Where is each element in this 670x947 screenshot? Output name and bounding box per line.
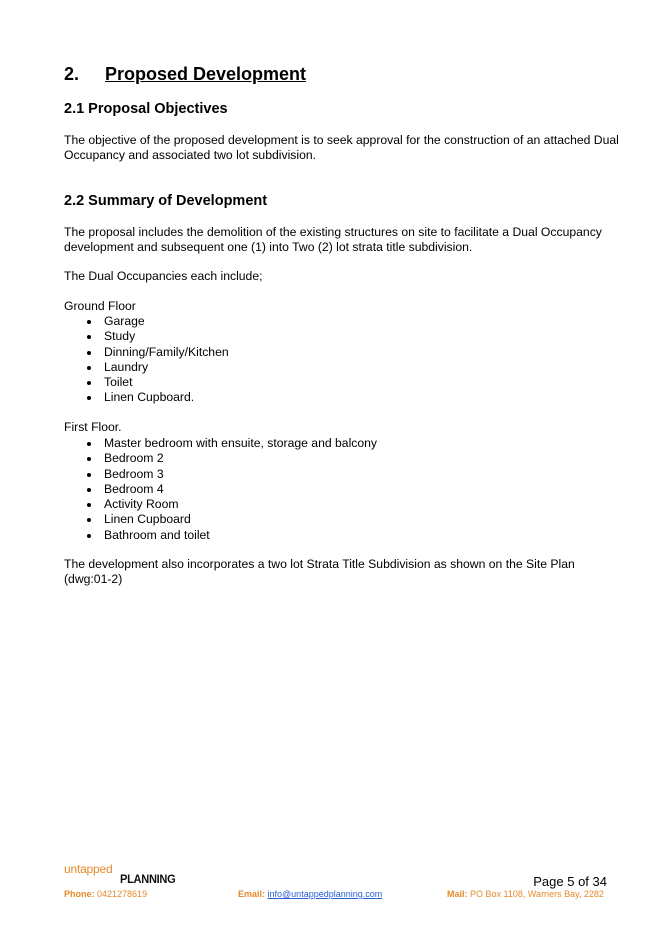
list-item: Bathroom and toilet	[0, 528, 377, 543]
section-number: 2.	[64, 64, 80, 84]
list-item: Toilet	[0, 375, 229, 390]
footer-phone	[64, 889, 147, 899]
objectives-text: The objective of the proposed development is to seek approval for the construction of an attached Dual Occupancy and associated two lot subdivision.	[64, 133, 619, 163]
email-link[interactable]: info@untappedplanning.com	[267, 889, 383, 899]
phone-label: Phone:	[64, 889, 95, 899]
footer-mail	[447, 889, 604, 899]
summary-intro: The proposal includes the demolition of the existing structures on site to facilitate a Dual Occupancy development and subsequent one (1) into Two (2) lot strata title subdivision.	[64, 225, 602, 255]
first-floor-list	[0, 436, 377, 543]
mail-value: PO Box 1108, Warners Bay, 2282	[470, 889, 604, 899]
list-item: Master bedroom with ensuite, storage and balcony	[0, 436, 377, 451]
ground-floor-label: Ground Floor	[64, 299, 136, 313]
list-item: Bedroom 3	[0, 467, 377, 482]
objectives-heading: 2.1 Proposal Objectives	[64, 101, 228, 117]
section-title: Proposed Development	[105, 64, 307, 84]
first-floor-label: First Floor.	[64, 420, 122, 434]
list-item: Linen Cupboard	[0, 512, 377, 527]
summary-heading: 2.2 Summary of Development	[64, 193, 268, 209]
mail-label: Mail:	[447, 889, 468, 899]
list-item: Activity Room	[0, 497, 377, 512]
company-logo	[64, 862, 184, 888]
list-item: Dinning/Family/Kitchen	[0, 345, 229, 360]
logo-planning-text: PLANNING	[120, 872, 176, 886]
footer-email	[238, 889, 382, 899]
list-item: Laundry	[0, 360, 229, 375]
ground-floor-list	[0, 314, 229, 406]
summary-closing: The development also incorporates a two lot Strata Title Subdivision as shown on the Site Plan (dwg:01-2)	[64, 557, 575, 587]
list-item: Study	[0, 329, 229, 344]
email-label: Email:	[238, 889, 266, 899]
list-item: Linen Cupboard.	[0, 390, 229, 405]
phone-value: 0421278619	[97, 889, 148, 899]
page-number: Page 5 of 34	[533, 874, 607, 889]
list-item: Bedroom 4	[0, 482, 377, 497]
summary-includes: The Dual Occupancies each include;	[64, 269, 263, 283]
list-item: Bedroom 2	[0, 451, 377, 466]
list-item: Garage	[0, 314, 229, 329]
section-heading	[64, 64, 306, 85]
logo-untapped-text: untapped	[64, 862, 113, 876]
